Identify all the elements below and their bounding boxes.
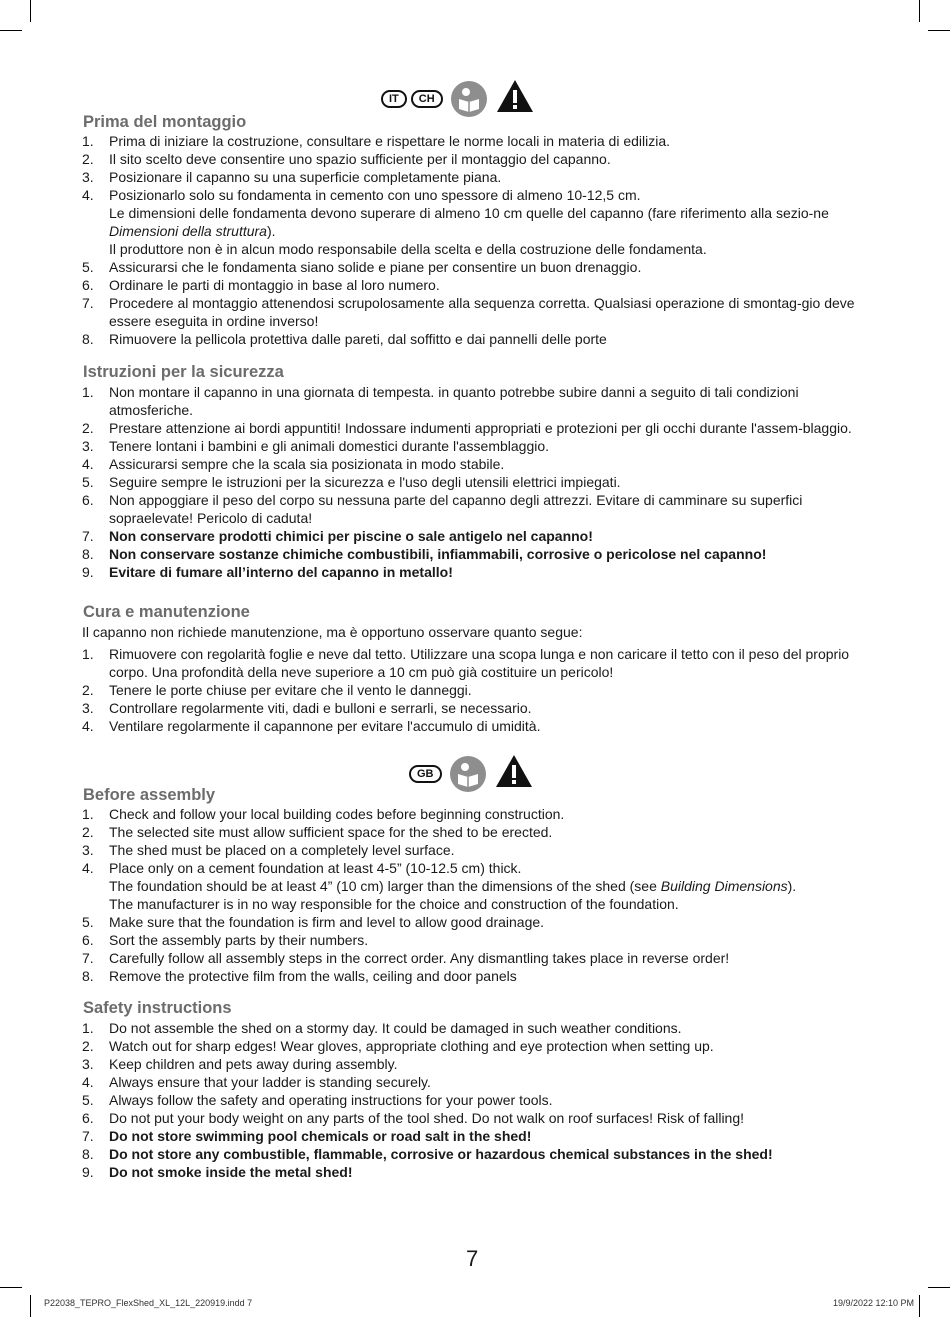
crop-mark [30, 0, 31, 22]
it-before-heading: Prima del montaggio [83, 113, 247, 131]
list-item: 7. Carefully follow all assembly steps in the correct order. Any dismantling takes place in reverse order! [82, 950, 730, 966]
it-safety-list [82, 383, 862, 581]
flag-ch: CH [411, 90, 443, 108]
crop-mark [30, 1295, 31, 1317]
manufacturer-note: The manufacturer is in no way responsible for the choice and construction of the foundation. [109, 896, 679, 912]
list-item: 5. Seguire sempre le istruzioni per la sicurezza e l'uso degli utensili elettrici impiegati. [82, 474, 621, 490]
list-item: 7. Non conservare prodotti chimici per piscine o sale antigelo nel capanno! [82, 528, 593, 544]
list-item: 3. Tenere lontani i bambini e gli animali domestici durante l'assemblaggio. [82, 438, 550, 454]
gb-safety-list [82, 1019, 862, 1181]
list-item: 8. Remove the protective film from the walls, ceiling and door panels [82, 968, 517, 984]
list-item: 8. Rimuovere la pellicola protettiva dalle pareti, dal soffitto e dai pannelli delle porte [82, 331, 607, 347]
list-item: 5. Assicurarsi che le fondamenta siano solide e piane per consentire un buon drenaggio. [82, 259, 642, 275]
it-care-list [82, 645, 862, 735]
crop-mark [0, 30, 22, 31]
crop-mark [928, 1287, 950, 1288]
gb-before-list [82, 805, 862, 985]
footer-file: P22038_TEPRO_FlexShed_XL_12L_220919.indd 7 [44, 1298, 253, 1308]
it-icon-row [381, 78, 535, 119]
list-item: 1. Do not assemble the shed on a stormy day. It could be damaged in such weather conditions. [82, 1020, 682, 1036]
it-safety-heading: Istruzioni per la sicurezza [83, 363, 284, 381]
warning-icon [494, 753, 534, 794]
list-item: 4. Place only on a cement foundation at least 4-5” (10-12.5 cm) thick. The foundation should be at least 4” (10 cm) larger than the dimensions of the shed (see Building Dimensions). The manufacturer is in no way responsible for the choice and construction of the foundation. [82, 859, 862, 913]
list-item: 2. Il sito scelto deve consentire uno spazio sufficiente per il montaggio del capanno. [82, 151, 611, 167]
read-manual-icon [450, 756, 486, 792]
list-item: 2. Tenere le porte chiuse per evitare che il vento le danneggi. [82, 682, 472, 698]
list-item: 8. Non conservare sostanze chimiche combustibili, infiammabili, corrosive o pericolose nel capanno! [82, 546, 767, 562]
foundation-note: Le dimensioni delle fondamenta devono superare di almeno 10 cm quelle del capanno (fare riferimento alla sezio-ne Dimensioni della struttura). [109, 205, 829, 239]
list-item: 1. Check and follow your local building codes before beginning construction. [82, 806, 565, 822]
crop-mark [919, 1295, 920, 1317]
list-item: 3. Keep children and pets away during assembly. [82, 1056, 398, 1072]
flag-it: IT [381, 90, 407, 108]
list-item: 8. Do not store any combustible, flammable, corrosive or hazardous chemical substances in the shed! [82, 1146, 773, 1162]
list-item: 6. Ordinare le parti di montaggio in base al loro numero. [82, 277, 440, 293]
it-care-heading: Cura e manutenzione [83, 603, 250, 621]
list-item: 3. Posizionare il capanno su una superficie completamente piana. [82, 169, 502, 185]
manufacturer-note: Il produttore non è in alcun modo responsabile della scelta e della costruzione delle fondamenta. [109, 241, 707, 257]
list-item: 9. Do not smoke inside the metal shed! [82, 1164, 353, 1180]
gb-safety-heading: Safety instructions [83, 999, 232, 1017]
list-item: 3. Controllare regolarmente viti, dadi e bulloni e serrarli, se necessario. [82, 700, 532, 716]
list-item: 1. Rimuovere con regolarità foglie e neve dal tetto. Utilizzare una scopa lunga e non caricare il tetto con il peso del proprio corpo. Una profondità della neve superiore a 10 cm può già costituire un pericolo! [82, 646, 850, 680]
list-item: 4. Always ensure that your ladder is standing securely. [82, 1074, 431, 1090]
crop-mark [928, 30, 950, 31]
list-item: 7. Procedere al montaggio attenendosi scrupolosamente alla sequenza corretta. Qualsiasi operazione di smontag-gio deve essere eseguita in ordine inverso! [82, 295, 855, 329]
list-item: 7. Do not store swimming pool chemicals or road salt in the shed! [82, 1128, 532, 1144]
crop-mark [919, 0, 920, 22]
list-item: 4. Posizionarlo solo su fondamenta in cemento con uno spessore di almeno 10-12,5 cm. Le dimensioni delle fondamenta devono superare di almeno 10 cm quelle del capanno (fare riferimento alla sezio-ne Dimensioni della struttura). Il produttore non è in alcun modo responsabile della scelta e della costruzione delle fondamenta. [82, 186, 862, 258]
list-item: 1. Prima di iniziare la costruzione, consultare e rispettare le norme locali in materia di edilizia. [82, 133, 671, 149]
warning-icon [495, 78, 535, 119]
crop-mark [0, 1287, 22, 1288]
list-item: 6. Non appoggiare il peso del corpo su nessuna parte del capanno degli attrezzi. Evitare di camminare su superfici sopraelevate! Pericolo di caduta! [82, 492, 803, 526]
gb-before-heading: Before assembly [83, 786, 216, 804]
flag-gb: GB [409, 765, 442, 783]
list-item: 2. The selected site must allow sufficient space for the shed to be erected. [82, 824, 553, 840]
list-item: 2. Watch out for sharp edges! Wear gloves, appropriate clothing and eye protection when setting up. [82, 1038, 714, 1054]
list-item: 6. Do not put your body weight on any parts of the tool shed. Do not walk on roof surfaces! Risk of falling! [82, 1110, 745, 1126]
list-item: 1. Non montare il capanno in una giornata di tempesta. in quanto potrebbe subire danni a seguito di tali condizioni atmosferiche. [82, 384, 799, 418]
list-item: 2. Prestare attenzione ai bordi appuntiti! Indossare indumenti appropriati e protezioni per gli occhi durante l'assem-blaggio. [82, 420, 852, 436]
list-item: 6. Sort the assembly parts by their numbers. [82, 932, 369, 948]
list-item: 5. Make sure that the foundation is firm and level to allow good drainage. [82, 914, 545, 930]
footer-date: 19/9/2022 12:10 PM [832, 1298, 914, 1308]
page-number: 7 [466, 1246, 479, 1271]
gb-icon-row [409, 753, 534, 794]
list-item: 4. Ventilare regolarmente il capannone per evitare l'accumulo di umidità. [82, 718, 541, 734]
it-care-intro: Il capanno non richiede manutenzione, ma è opportuno osservare quanto segue: [82, 624, 583, 640]
foundation-note: The foundation should be at least 4” (10 cm) larger than the dimensions of the shed (see Building Dimensions). [109, 878, 797, 894]
it-before-list [82, 132, 862, 348]
list-item: 3. The shed must be placed on a completely level surface. [82, 842, 455, 858]
list-item: 4. Assicurarsi sempre che la scala sia posizionata in modo stabile. [82, 456, 505, 472]
read-manual-icon [451, 81, 487, 117]
list-item: 5. Always follow the safety and operating instructions for your power tools. [82, 1092, 553, 1108]
list-item: 9. Evitare di fumare all’interno del capanno in metallo! [82, 564, 453, 580]
